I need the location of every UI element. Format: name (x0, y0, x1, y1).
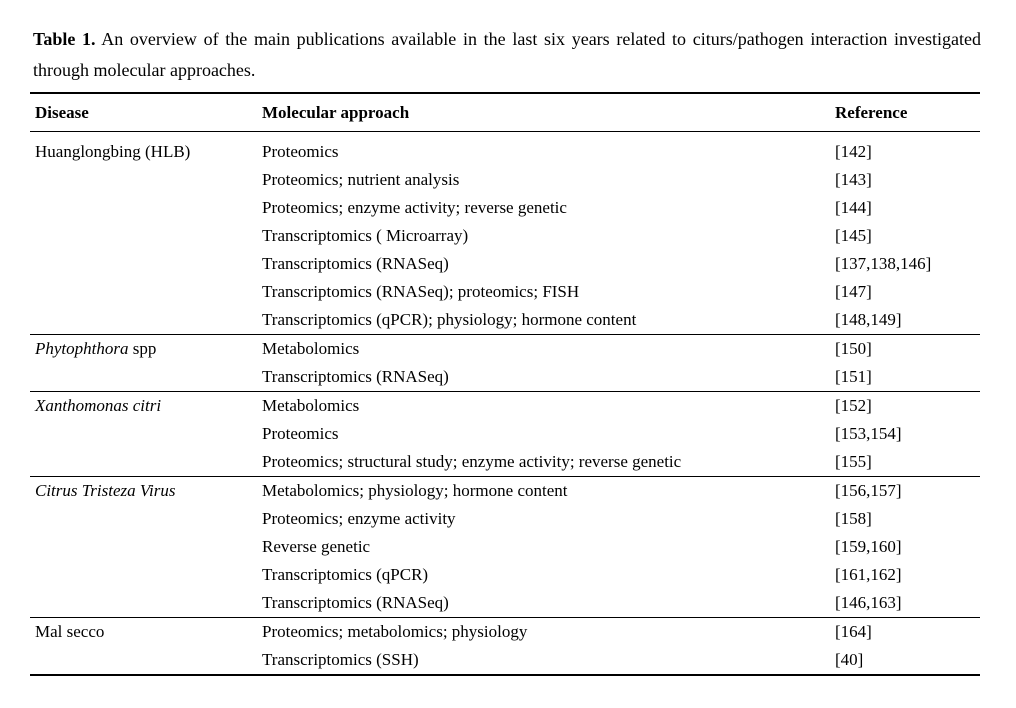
disease-cell (30, 222, 262, 250)
table-row (30, 306, 980, 335)
publications-table (30, 92, 980, 676)
disease-cell (30, 477, 262, 506)
reference-cell: [40] (835, 650, 864, 669)
reference-cell: [148,149] (835, 310, 902, 329)
table-row (30, 448, 980, 477)
table-row (30, 222, 980, 250)
table-row (30, 561, 980, 589)
approach-cell: Proteomics; metabolomics; physiology (262, 622, 528, 641)
table-row (30, 646, 980, 675)
disease-cell (30, 166, 262, 194)
approach-cell: Proteomics; nutrient analysis (262, 170, 460, 189)
disease-cell (30, 505, 262, 533)
reference-cell: [143] (835, 170, 872, 189)
column-header-molecular-approach: Molecular approach (262, 93, 835, 132)
reference-cell: [151] (835, 367, 872, 386)
reference-cell: [152] (835, 396, 872, 415)
table-row (30, 335, 980, 364)
table-row (30, 505, 980, 533)
approach-cell: Reverse genetic (262, 537, 371, 556)
table-caption (33, 24, 981, 86)
disease-section (30, 392, 980, 477)
reference-cell: [150] (835, 339, 872, 358)
disease-cell (30, 250, 262, 278)
table-row (30, 250, 980, 278)
table-row (30, 477, 980, 506)
disease-cell (30, 618, 262, 647)
approach-cell: Metabolomics (262, 339, 360, 358)
approach-cell: Metabolomics (262, 396, 360, 415)
table-header (30, 93, 980, 132)
approach-cell: Transcriptomics (qPCR); physiology; hormone content (262, 310, 637, 329)
approach-cell: Proteomics; structural study; enzyme activity; reverse genetic (262, 452, 682, 471)
approach-cell: Proteomics; enzyme activity (262, 509, 456, 528)
reference-cell: [144] (835, 198, 872, 217)
disease-cell (30, 448, 262, 477)
approach-cell: Proteomics (262, 424, 339, 443)
disease-name-part: Huanglongbing (HLB) (35, 142, 191, 161)
table-row (30, 533, 980, 561)
table-row (30, 132, 980, 167)
reference-cell: [137,138,146] (835, 254, 932, 273)
reference-cell: [145] (835, 226, 872, 245)
reference-cell: [146,163] (835, 593, 902, 612)
reference-cell: [142] (835, 142, 872, 161)
reference-cell: [161,162] (835, 565, 902, 584)
column-header-disease: Disease (30, 93, 262, 132)
table-row (30, 363, 980, 392)
approach-cell: Transcriptomics ( Microarray) (262, 226, 469, 245)
disease-cell (30, 420, 262, 448)
reference-cell: [153,154] (835, 424, 902, 443)
disease-cell (30, 589, 262, 618)
disease-cell (30, 392, 262, 421)
reference-cell: [164] (835, 622, 872, 641)
approach-cell: Transcriptomics (RNASeq) (262, 254, 449, 273)
disease-section (30, 335, 980, 392)
disease-cell (30, 132, 262, 167)
reference-cell: [155] (835, 452, 872, 471)
disease-cell (30, 306, 262, 335)
table-row (30, 618, 980, 647)
approach-cell: Transcriptomics (qPCR) (262, 565, 429, 584)
table-row (30, 278, 980, 306)
disease-name-part: Phytophthora (35, 339, 129, 358)
disease-cell (30, 278, 262, 306)
disease-name-part: Xanthomonas citri (35, 396, 162, 415)
disease-name-part: spp (128, 339, 157, 358)
reference-cell: [158] (835, 509, 872, 528)
table-row (30, 392, 980, 421)
disease-cell (30, 363, 262, 392)
table-caption-label: Table 1. (33, 29, 96, 49)
disease-cell (30, 646, 262, 675)
approach-cell: Metabolomics; physiology; hormone content (262, 481, 568, 500)
table-row (30, 589, 980, 618)
approach-cell: Proteomics (262, 142, 339, 161)
approach-cell: Transcriptomics (RNASeq) (262, 593, 449, 612)
disease-cell (30, 533, 262, 561)
disease-name-part: Citrus Tristeza Virus (35, 481, 176, 500)
table-row (30, 194, 980, 222)
approach-cell: Proteomics; enzyme activity; reverse genetic (262, 198, 567, 217)
reference-cell: [156,157] (835, 481, 902, 500)
header-row (30, 93, 980, 132)
approach-cell: Transcriptomics (SSH) (262, 650, 419, 669)
table-row (30, 166, 980, 194)
disease-section (30, 618, 980, 676)
table-caption-text: An overview of the main publications available in the last six years related to citurs/pathogen interaction investigated through molecular approaches. (33, 29, 981, 80)
reference-cell: [159,160] (835, 537, 902, 556)
disease-section (30, 477, 980, 618)
disease-section (30, 132, 980, 335)
disease-cell (30, 561, 262, 589)
disease-cell (30, 194, 262, 222)
disease-cell (30, 335, 262, 364)
approach-cell: Transcriptomics (RNASeq) (262, 367, 449, 386)
column-header-reference: Reference (835, 93, 980, 132)
table-row (30, 420, 980, 448)
approach-cell: Transcriptomics (RNASeq); proteomics; FISH (262, 282, 580, 301)
disease-name-part: Mal secco (35, 622, 105, 641)
reference-cell: [147] (835, 282, 872, 301)
